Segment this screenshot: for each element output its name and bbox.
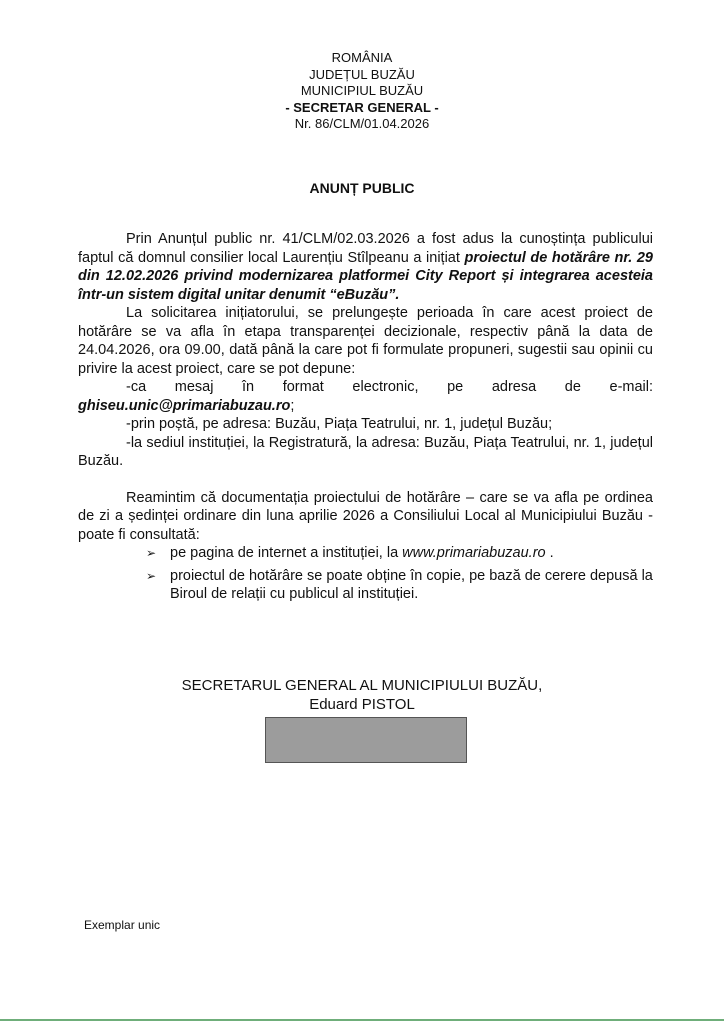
option-word: pe (447, 379, 464, 395)
option-word: în (242, 379, 255, 395)
option-registry: -la sediul instituției, la Registratură, la adresa: Buzău, Piața Teatrului, nr. 1, județul Buzău. (78, 434, 653, 469)
email-address-link[interactable]: ghiseu.unic@primariabuzau.ro (78, 397, 291, 414)
arrow-bullet-icon: ➢ (146, 568, 157, 583)
redacted-signature-box (265, 717, 467, 763)
website-link[interactable]: www.primariabuzau.ro (402, 545, 546, 561)
project-title: proiectul de hotărâre nr. 29 din 12.02.2026 privind modernizarea platformei City Report și integrarea acesteia într-un sistem digital unitar denumit “eBuzău”. (78, 249, 653, 303)
option-email-line (78, 378, 653, 397)
consultation-list (78, 544, 653, 604)
announcement-text: Prin Anunțul public nr. 41/CLM/02.03.2026 a fost adus la cunoștința publicului faptul că domnul consilier local Laurențiu Stîlpeanu a inițiat (78, 231, 653, 266)
footer-note: Exemplar unic (84, 918, 161, 932)
paragraph-consultation: Reamintim că documentația proiectului de hotărâre – care se va afla pe ordinea de zi a ședinței ordinare din luna aprilie 2026 a Consiliului Local al Municipiului Buzău - poate fi consultată: (78, 489, 653, 543)
option-word: electronic, (352, 379, 419, 395)
header-registration-number: Nr. 86/CLM/01.04.2026 (294, 116, 430, 131)
bullet-copy-text: proiectul de hotărâre se poate obține în copie, pe bază de cerere depusă la Biroul de relații cu publicul al instituției. (170, 567, 653, 602)
email-line (78, 397, 653, 416)
paragraph-extension: La solicitarea inițiatorului, se prelungește perioada în care acest proiect de hotărâre se va afla în etapa transparenței decizionale, respectiv până la data de 24.04.2026, ora 09.00, dată până la care pot fi formulate propuneri, sugestii sau opinii cu privire la acest proiect, care se pot depune: (78, 305, 653, 377)
option-word: de (564, 379, 581, 395)
arrow-bullet-icon: ➢ (146, 546, 157, 560)
signature-role: SECRETARUL GENERAL AL MUNICIPIULUI BUZĂU, (181, 677, 543, 694)
header-department: - SECRETAR GENERAL - (285, 99, 439, 115)
list-item (146, 567, 653, 604)
option-word: -ca (126, 379, 147, 395)
header-country: ROMÂNIA (331, 50, 393, 65)
option-word: format (282, 379, 324, 395)
list-item (146, 544, 653, 563)
email-line-end: ; (290, 397, 295, 414)
option-word: adresa (491, 379, 537, 395)
option-word: e-mail: (609, 379, 654, 395)
page-bottom-border (0, 1019, 724, 1021)
header-municipality: MUNICIPIUL BUZĂU (300, 83, 424, 98)
document-header (0, 50, 724, 133)
option-word: mesaj (174, 379, 214, 395)
header-county: JUDEȚUL BUZĂU (309, 66, 415, 82)
bullet-website-text: pe pagina de internet a instituției, la (170, 545, 403, 561)
signature-block (0, 676, 724, 714)
option-post: -prin poștă, pe adresa: Buzău, Piața Teatrului, nr. 1, județul Buzău; (126, 416, 553, 432)
document-title: ANUNȚ PUBLIC (309, 180, 415, 196)
paragraph-announcement (78, 230, 653, 304)
signature-name: Eduard PISTOL (309, 696, 415, 713)
bullet-website-end: . (545, 545, 554, 561)
document-body (78, 230, 653, 608)
